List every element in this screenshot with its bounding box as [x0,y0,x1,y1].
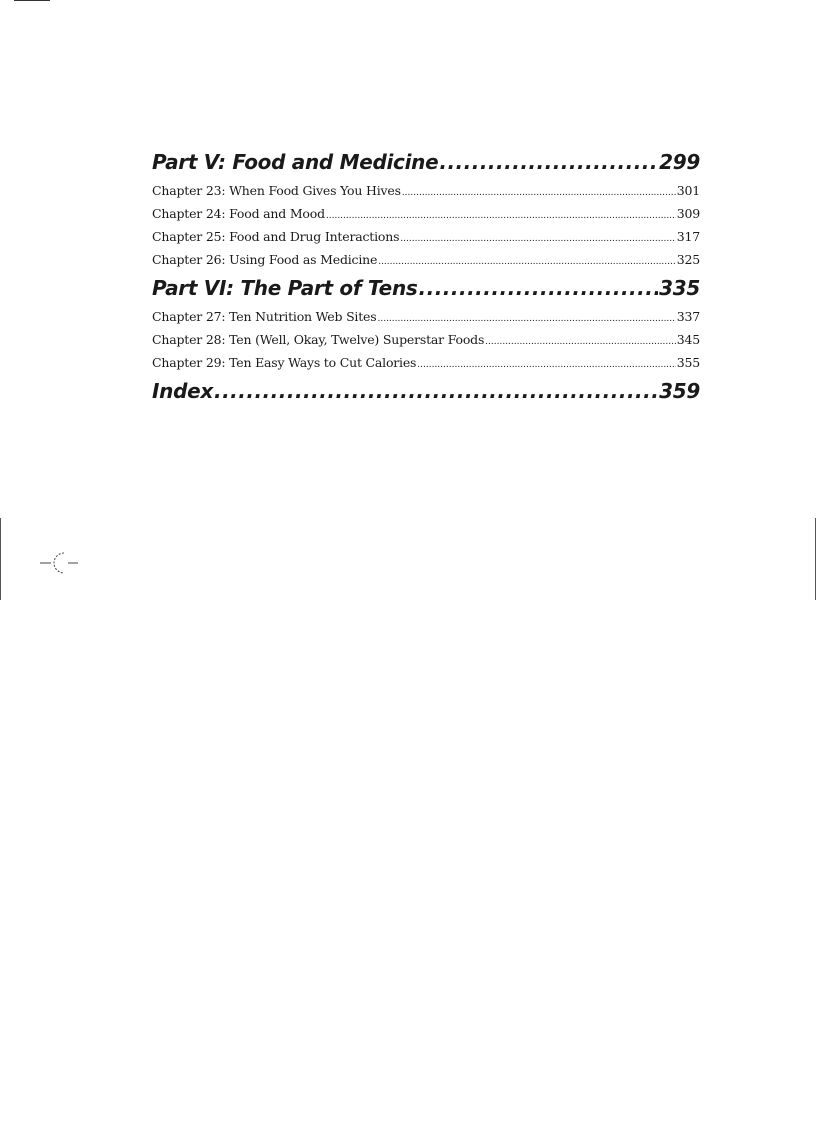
toc-leader [485,331,676,354]
toc-chapter-28[interactable] [152,328,700,351]
toc-chapter-title: Chapter 28: Ten (Well, Okay, Twelve) Superstar Foods [152,332,485,347]
toc-chapter-24[interactable] [152,202,700,225]
toc-page-number: 317 [676,229,700,244]
toc-index[interactable] [152,374,700,408]
toc-chapter-title: Chapter 26: Using Food as Medicine [152,252,378,267]
toc-chapter-23[interactable] [152,179,700,202]
toc-chapter-title: Chapter 29: Ten Easy Ways to Cut Calories [152,355,417,370]
toc-index-title: Index [152,379,213,403]
toc-part-title: Part V: Food and Medicine [152,150,439,174]
toc-leader [419,271,659,305]
toc-page-number: 335 [659,276,700,300]
toc-part-title: Part VI: The Part of Tens [152,276,418,300]
toc-page-number: 325 [676,252,700,267]
toc-leader [214,374,658,408]
toc-chapter-title: Chapter 27: Ten Nutrition Web Sites [152,309,377,324]
toc-part-vi[interactable] [152,271,700,305]
toc-chapter-25[interactable] [152,225,700,248]
toc-chapter-27[interactable] [152,305,700,328]
toc-part-v[interactable] [152,145,700,179]
toc-page-number: 299 [659,150,700,174]
toc-page-number: 355 [676,355,700,370]
toc-page-number: 301 [676,183,700,198]
page-edge-left [0,518,1,600]
table-of-contents [152,145,700,408]
toc-chapter-title: Chapter 24: Food and Mood [152,206,325,221]
toc-page-number: 337 [676,309,700,324]
toc-chapter-title: Chapter 25: Food and Drug Interactions [152,229,400,244]
toc-leader [400,228,675,251]
toc-page-number: 359 [659,379,700,403]
toc-chapter-title: Chapter 23: When Food Gives You Hives [152,183,401,198]
toc-chapter-29[interactable] [152,351,700,374]
toc-page-number: 345 [676,332,700,347]
toc-leader [439,145,658,179]
toc-page-number: 309 [676,206,700,221]
toc-leader [402,182,676,205]
toc-chapter-26[interactable] [152,248,700,271]
registration-mark-icon [38,548,82,578]
crop-mark-top [14,0,50,1]
